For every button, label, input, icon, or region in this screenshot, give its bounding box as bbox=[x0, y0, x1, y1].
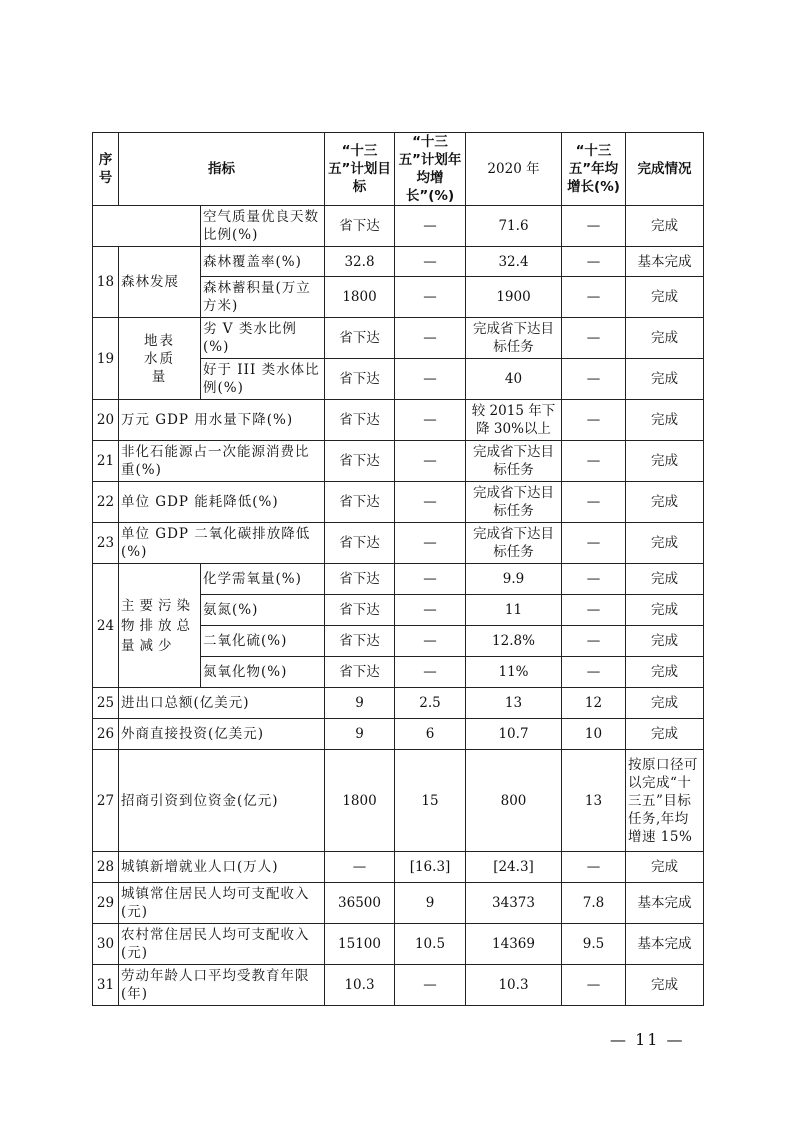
status-cell: 基本完成 bbox=[626, 924, 704, 965]
seq-cell: 20 bbox=[93, 400, 119, 441]
table-row bbox=[93, 400, 704, 441]
indicator-cell: 进出口总额(亿美元) bbox=[119, 688, 325, 719]
status-cell: 完成 bbox=[626, 318, 704, 359]
status-cell: 完成 bbox=[626, 688, 704, 719]
table-row bbox=[93, 750, 704, 852]
seq-cell: 23 bbox=[93, 523, 119, 564]
table-row bbox=[93, 247, 704, 277]
table-row bbox=[93, 719, 704, 750]
value-2020-cell: 完成省下达目标任务 bbox=[466, 318, 562, 359]
plan-growth-cell: 9 bbox=[395, 883, 466, 924]
table-row bbox=[93, 564, 704, 595]
indicator-cell: 城镇常住居民人均可支配收入(元) bbox=[119, 883, 325, 924]
actual-growth-cell: 12 bbox=[562, 688, 626, 719]
value-2020-cell: 40 bbox=[466, 359, 562, 400]
header-seq: 序号 bbox=[93, 133, 119, 206]
plan-growth-cell: — bbox=[395, 626, 466, 657]
target-cell: 36500 bbox=[325, 883, 395, 924]
target-cell: — bbox=[325, 852, 395, 883]
plan-growth-cell: — bbox=[395, 359, 466, 400]
seq-cell: 31 bbox=[93, 965, 119, 1006]
status-cell: 完成 bbox=[626, 965, 704, 1006]
status-cell: 完成 bbox=[626, 482, 704, 523]
target-cell: 省下达 bbox=[325, 318, 395, 359]
actual-growth-cell: — bbox=[562, 523, 626, 564]
target-cell: 省下达 bbox=[325, 595, 395, 626]
status-cell: 完成 bbox=[626, 400, 704, 441]
plan-growth-cell: 6 bbox=[395, 719, 466, 750]
sub-indicator: 氨氮(%) bbox=[201, 595, 325, 626]
plan-growth-cell: — bbox=[395, 595, 466, 626]
indicator-cell: 劳动年龄人口平均受教育年限(年) bbox=[119, 965, 325, 1006]
table-row bbox=[93, 441, 704, 482]
actual-growth-cell: — bbox=[562, 965, 626, 1006]
table-row bbox=[93, 206, 704, 247]
category-cell: 森林发展 bbox=[119, 247, 201, 318]
table-row bbox=[93, 523, 704, 564]
plan-growth-cell: — bbox=[395, 657, 466, 688]
seq-cell: 25 bbox=[93, 688, 119, 719]
actual-growth-cell: — bbox=[562, 247, 626, 277]
status-cell: 基本完成 bbox=[626, 247, 704, 277]
target-cell: 省下达 bbox=[325, 564, 395, 595]
actual-growth-cell: — bbox=[562, 206, 626, 247]
status-cell: 完成 bbox=[626, 626, 704, 657]
target-cell: 1800 bbox=[325, 750, 395, 852]
indicator-cell: 外商直接投资(亿美元) bbox=[119, 719, 325, 750]
plan-growth-cell: — bbox=[395, 206, 466, 247]
plan-growth-cell: — bbox=[395, 564, 466, 595]
value-2020-cell: 34373 bbox=[466, 883, 562, 924]
status-cell: 完成 bbox=[626, 595, 704, 626]
actual-growth-cell: — bbox=[562, 595, 626, 626]
value-2020-cell: 32.4 bbox=[466, 247, 562, 277]
sub-indicator: 森林蓄积量(万立方米) bbox=[201, 277, 325, 318]
sub-indicator: 二氧化硫(%) bbox=[201, 626, 325, 657]
sub-indicator: 好于 III 类水体比例(%) bbox=[201, 359, 325, 400]
category-cell: 主要污染物排放总量减少 bbox=[119, 564, 201, 688]
indicator-cell: 非化石能源占一次能源消费比重(%) bbox=[119, 441, 325, 482]
actual-growth-cell: — bbox=[562, 441, 626, 482]
actual-growth-cell: — bbox=[562, 318, 626, 359]
seq-cell: 24 bbox=[93, 564, 119, 688]
header-plan-growth: “十三五”计划年均增长”(%) bbox=[395, 133, 466, 206]
plan-growth-cell: — bbox=[395, 318, 466, 359]
target-cell: 10.3 bbox=[325, 965, 395, 1006]
value-2020-cell: 1900 bbox=[466, 277, 562, 318]
plan-growth-cell: 2.5 bbox=[395, 688, 466, 719]
target-cell: 15100 bbox=[325, 924, 395, 965]
actual-growth-cell: 7.8 bbox=[562, 883, 626, 924]
status-cell: 完成 bbox=[626, 564, 704, 595]
indicator-cell: 农村常住居民人均可支配收入(元) bbox=[119, 924, 325, 965]
value-2020-cell: 14369 bbox=[466, 924, 562, 965]
plan-growth-cell: — bbox=[395, 523, 466, 564]
value-2020-cell: 完成省下达目标任务 bbox=[466, 441, 562, 482]
status-cell: 基本完成 bbox=[626, 883, 704, 924]
status-cell: 完成 bbox=[626, 719, 704, 750]
target-cell: 省下达 bbox=[325, 359, 395, 400]
status-cell: 完成 bbox=[626, 523, 704, 564]
value-2020-cell: 12.8% bbox=[466, 626, 562, 657]
indicator-cell: 招商引资到位资金(亿元) bbox=[119, 750, 325, 852]
table-row bbox=[93, 852, 704, 883]
header-2020: 2020 年 bbox=[466, 133, 562, 206]
value-2020-cell: 9.9 bbox=[466, 564, 562, 595]
seq-cell: 26 bbox=[93, 719, 119, 750]
status-cell: 完成 bbox=[626, 277, 704, 318]
plan-growth-cell: — bbox=[395, 400, 466, 441]
actual-growth-cell: — bbox=[562, 626, 626, 657]
status-cell: 按原口径可以完成“十三五”目标任务,年均增速 15% bbox=[626, 750, 704, 852]
value-2020-cell: 完成省下达目标任务 bbox=[466, 523, 562, 564]
indicator-cell: 单位 GDP 二氧化碳排放降低(%) bbox=[119, 523, 325, 564]
category-cell: 地表水质量 bbox=[119, 318, 201, 400]
target-cell: 32.8 bbox=[325, 247, 395, 277]
seq-cell: 21 bbox=[93, 441, 119, 482]
seq-cell: 29 bbox=[93, 883, 119, 924]
target-cell: 省下达 bbox=[325, 400, 395, 441]
sub-indicator: 森林覆盖率(%) bbox=[201, 247, 325, 277]
target-cell: 省下达 bbox=[325, 482, 395, 523]
plan-growth-cell: — bbox=[395, 441, 466, 482]
header-status: 完成情况 bbox=[626, 133, 704, 206]
actual-growth-cell: — bbox=[562, 400, 626, 441]
sub-indicator: 氮氧化物(%) bbox=[201, 657, 325, 688]
value-2020-cell: 800 bbox=[466, 750, 562, 852]
actual-growth-cell: — bbox=[562, 852, 626, 883]
actual-growth-cell: 9.5 bbox=[562, 924, 626, 965]
sub-indicator: 空气质量优良天数比例(%) bbox=[201, 206, 325, 247]
indicator-cell: 城镇新增就业人口(万人) bbox=[119, 852, 325, 883]
plan-growth-cell: — bbox=[395, 277, 466, 318]
status-cell: 完成 bbox=[626, 206, 704, 247]
plan-growth-cell: [16.3] bbox=[395, 852, 466, 883]
value-2020-cell: 13 bbox=[466, 688, 562, 719]
table-row bbox=[93, 924, 704, 965]
status-cell: 完成 bbox=[626, 852, 704, 883]
header-indicator: 指标 bbox=[119, 133, 325, 206]
table-row bbox=[93, 318, 704, 359]
status-cell: 完成 bbox=[626, 359, 704, 400]
sub-indicator: 化学需氧量(%) bbox=[201, 564, 325, 595]
value-2020-cell: 10.3 bbox=[466, 965, 562, 1006]
value-2020-cell: 11 bbox=[466, 595, 562, 626]
seq-cell: 27 bbox=[93, 750, 119, 852]
actual-growth-cell: — bbox=[562, 564, 626, 595]
target-cell: 9 bbox=[325, 688, 395, 719]
target-cell: 省下达 bbox=[325, 523, 395, 564]
target-cell: 省下达 bbox=[325, 657, 395, 688]
seq-cell: 22 bbox=[93, 482, 119, 523]
actual-growth-cell: 13 bbox=[562, 750, 626, 852]
indicator-cell: 单位 GDP 能耗降低(%) bbox=[119, 482, 325, 523]
plan-growth-cell: — bbox=[395, 247, 466, 277]
actual-growth-cell: — bbox=[562, 277, 626, 318]
seq-cell: 30 bbox=[93, 924, 119, 965]
target-cell: 9 bbox=[325, 719, 395, 750]
value-2020-cell: 11% bbox=[466, 657, 562, 688]
value-2020-cell: 较 2015 年下降 30%以上 bbox=[466, 400, 562, 441]
actual-growth-cell: 10 bbox=[562, 719, 626, 750]
status-cell: 完成 bbox=[626, 657, 704, 688]
plan-growth-cell: — bbox=[395, 482, 466, 523]
table-row bbox=[93, 965, 704, 1006]
target-cell: 1800 bbox=[325, 277, 395, 318]
actual-growth-cell: — bbox=[562, 482, 626, 523]
target-cell: 省下达 bbox=[325, 441, 395, 482]
indicator-cell: 万元 GDP 用水量下降(%) bbox=[119, 400, 325, 441]
table-row bbox=[93, 688, 704, 719]
plan-growth-cell: 15 bbox=[395, 750, 466, 852]
status-cell: 完成 bbox=[626, 441, 704, 482]
value-2020-cell: 完成省下达目标任务 bbox=[466, 482, 562, 523]
value-2020-cell: 10.7 bbox=[466, 719, 562, 750]
seq-cell: 28 bbox=[93, 852, 119, 883]
plan-growth-cell: — bbox=[395, 965, 466, 1006]
target-cell: 省下达 bbox=[325, 626, 395, 657]
target-cell: 省下达 bbox=[325, 206, 395, 247]
page-number: — 11 — bbox=[610, 1030, 685, 1049]
seq-cell: 19 bbox=[93, 318, 119, 400]
plan-growth-cell: 10.5 bbox=[395, 924, 466, 965]
value-2020-cell: [24.3] bbox=[466, 852, 562, 883]
table-row bbox=[93, 883, 704, 924]
header-actual-growth: “十三五”年均增长(%) bbox=[562, 133, 626, 206]
table-row bbox=[93, 482, 704, 523]
actual-growth-cell: — bbox=[562, 359, 626, 400]
actual-growth-cell: — bbox=[562, 657, 626, 688]
value-2020-cell: 71.6 bbox=[466, 206, 562, 247]
indicator-table bbox=[92, 132, 704, 1006]
sub-indicator: 劣 V 类水比例(%) bbox=[201, 318, 325, 359]
seq-cell: 18 bbox=[93, 247, 119, 318]
header-target: “十三五”计划目标 bbox=[325, 133, 395, 206]
